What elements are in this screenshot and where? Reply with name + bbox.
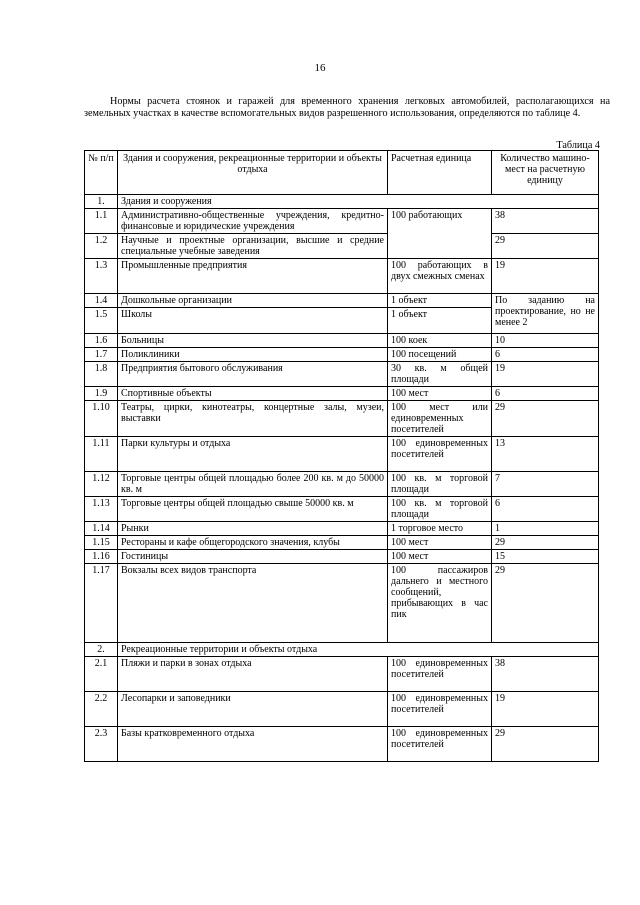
row-object: Лесопарки и заповедники <box>118 692 388 727</box>
row-number: 1.1 <box>85 209 118 234</box>
row-object: Рестораны и кафе общегородского значения, клубы <box>118 536 388 550</box>
row-unit: 100 единовременных посетителей <box>388 727 492 762</box>
row-object: Административно-общественные учреждения, кредитно-финансовые и юридические учреждения <box>118 209 388 234</box>
section-title: Здания и сооружения <box>118 195 599 209</box>
table-row <box>85 692 599 727</box>
row-unit: 100 работающих в двух смежных сменах <box>388 259 492 294</box>
row-count: По заданию на проектирование, но не менее 2 <box>492 294 599 334</box>
row-object: Предприятия бытового обслуживания <box>118 362 388 387</box>
row-number: 2. <box>85 643 118 657</box>
row-count: 29 <box>492 727 599 762</box>
row-count: 1 <box>492 522 599 536</box>
row-number: 2.2 <box>85 692 118 727</box>
row-object: Парки культуры и отдыха <box>118 437 388 472</box>
row-object: Спортивные объекты <box>118 387 388 401</box>
row-count: 15 <box>492 550 599 564</box>
table-row <box>85 727 599 762</box>
row-unit: 100 кв. м торговой площади <box>388 472 492 497</box>
row-number: 2.1 <box>85 657 118 692</box>
row-object: Вокзалы всех видов транспорта <box>118 564 388 643</box>
row-count: 29 <box>492 564 599 643</box>
row-object: Гостиницы <box>118 550 388 564</box>
row-number: 1.14 <box>85 522 118 536</box>
row-count: 6 <box>492 387 599 401</box>
row-number: 1.11 <box>85 437 118 472</box>
row-unit: 100 кв. м торговой площади <box>388 497 492 522</box>
row-number: 1.8 <box>85 362 118 387</box>
row-number: 1. <box>85 195 118 209</box>
table-row <box>85 348 599 362</box>
table-row <box>85 564 599 643</box>
table-section-row <box>85 643 599 657</box>
row-number: 1.17 <box>85 564 118 643</box>
row-count: 19 <box>492 362 599 387</box>
table-row <box>85 234 599 259</box>
row-number: 1.3 <box>85 259 118 294</box>
parking-norms-table <box>84 150 599 762</box>
row-object: Рынки <box>118 522 388 536</box>
table-row <box>85 387 599 401</box>
row-object: Базы кратковременного отдыха <box>118 727 388 762</box>
row-number: 2.3 <box>85 727 118 762</box>
row-unit: 100 посещений <box>388 348 492 362</box>
row-unit: 100 единовременных посетителей <box>388 692 492 727</box>
row-unit: 100 пассажиров дальнего и местного сообщений, прибывающих в час пик <box>388 564 492 643</box>
row-unit: 100 единовременных посетителей <box>388 437 492 472</box>
row-count: 7 <box>492 472 599 497</box>
table-row <box>85 334 599 348</box>
row-object: Промышленные предприятия <box>118 259 388 294</box>
row-unit: 100 мест <box>388 387 492 401</box>
row-count: 38 <box>492 209 599 234</box>
row-number: 1.6 <box>85 334 118 348</box>
row-object: Школы <box>118 308 388 334</box>
row-count: 19 <box>492 259 599 294</box>
row-count: 29 <box>492 536 599 550</box>
table-row <box>85 472 599 497</box>
row-count: 10 <box>492 334 599 348</box>
table-row <box>85 259 599 294</box>
table-row <box>85 437 599 472</box>
row-count: 29 <box>492 234 599 259</box>
row-unit: 100 коек <box>388 334 492 348</box>
row-number: 1.12 <box>85 472 118 497</box>
page-number: 16 <box>314 62 326 74</box>
row-number: 1.7 <box>85 348 118 362</box>
row-object: Пляжи и парки в зонах отдыха <box>118 657 388 692</box>
row-object: Поликлиники <box>118 348 388 362</box>
row-object: Торговые центры общей площадью более 200 кв. м до 50000 кв. м <box>118 472 388 497</box>
row-count: 19 <box>492 692 599 727</box>
table-row <box>85 401 599 437</box>
header-num: № п/п <box>85 151 118 195</box>
row-count: 6 <box>492 497 599 522</box>
row-number: 1.13 <box>85 497 118 522</box>
row-unit: 30 кв. м общей площади <box>388 362 492 387</box>
row-number: 1.2 <box>85 234 118 259</box>
row-unit: 100 мест или единовременных посетителей <box>388 401 492 437</box>
row-unit: 1 объект <box>388 308 492 334</box>
row-object: Торговые центры общей площадью свыше 50000 кв. м <box>118 497 388 522</box>
table-row <box>85 522 599 536</box>
row-unit: 1 торговое место <box>388 522 492 536</box>
row-number: 1.9 <box>85 387 118 401</box>
row-object: Научные и проектные организации, высшие и средние специальные учебные заведения <box>118 234 388 259</box>
row-unit: 100 работающих <box>388 209 492 259</box>
row-number: 1.5 <box>85 308 118 334</box>
row-unit: 100 мест <box>388 536 492 550</box>
header-object: Здания и сооружения, рекреационные территории и объекты отдыха <box>118 151 388 195</box>
intro-paragraph: Нормы расчета стоянок и гаражей для временного хранения легковых автомобилей, располагающихся на земельных участках в качестве вспомогательных видов разрешенного использования, определяются по таблице 4. <box>84 96 610 119</box>
row-unit: 100 мест <box>388 550 492 564</box>
row-number: 1.15 <box>85 536 118 550</box>
row-number: 1.4 <box>85 294 118 308</box>
row-unit: 100 единовременных посетителей <box>388 657 492 692</box>
table-body <box>85 195 599 762</box>
table-caption: Таблица 4 <box>556 140 600 151</box>
row-count: 29 <box>492 401 599 437</box>
table-section-row <box>85 195 599 209</box>
row-number: 1.16 <box>85 550 118 564</box>
row-count: 38 <box>492 657 599 692</box>
row-object: Театры, цирки, кинотеатры, концертные залы, музеи, выставки <box>118 401 388 437</box>
row-object: Дошкольные организации <box>118 294 388 308</box>
row-number: 1.10 <box>85 401 118 437</box>
table-row <box>85 657 599 692</box>
header-count: Количество машино-мест на расчетную единицу <box>492 151 599 195</box>
row-object: Больницы <box>118 334 388 348</box>
table-header-row <box>85 151 599 195</box>
row-count: 6 <box>492 348 599 362</box>
row-unit: 1 объект <box>388 294 492 308</box>
table-row <box>85 209 599 234</box>
table-row <box>85 294 599 308</box>
header-unit: Расчетная единица <box>388 151 492 195</box>
row-count: 13 <box>492 437 599 472</box>
table-row <box>85 550 599 564</box>
section-title: Рекреационные территории и объекты отдыха <box>118 643 599 657</box>
table-row <box>85 497 599 522</box>
table-row <box>85 362 599 387</box>
table-row <box>85 536 599 550</box>
